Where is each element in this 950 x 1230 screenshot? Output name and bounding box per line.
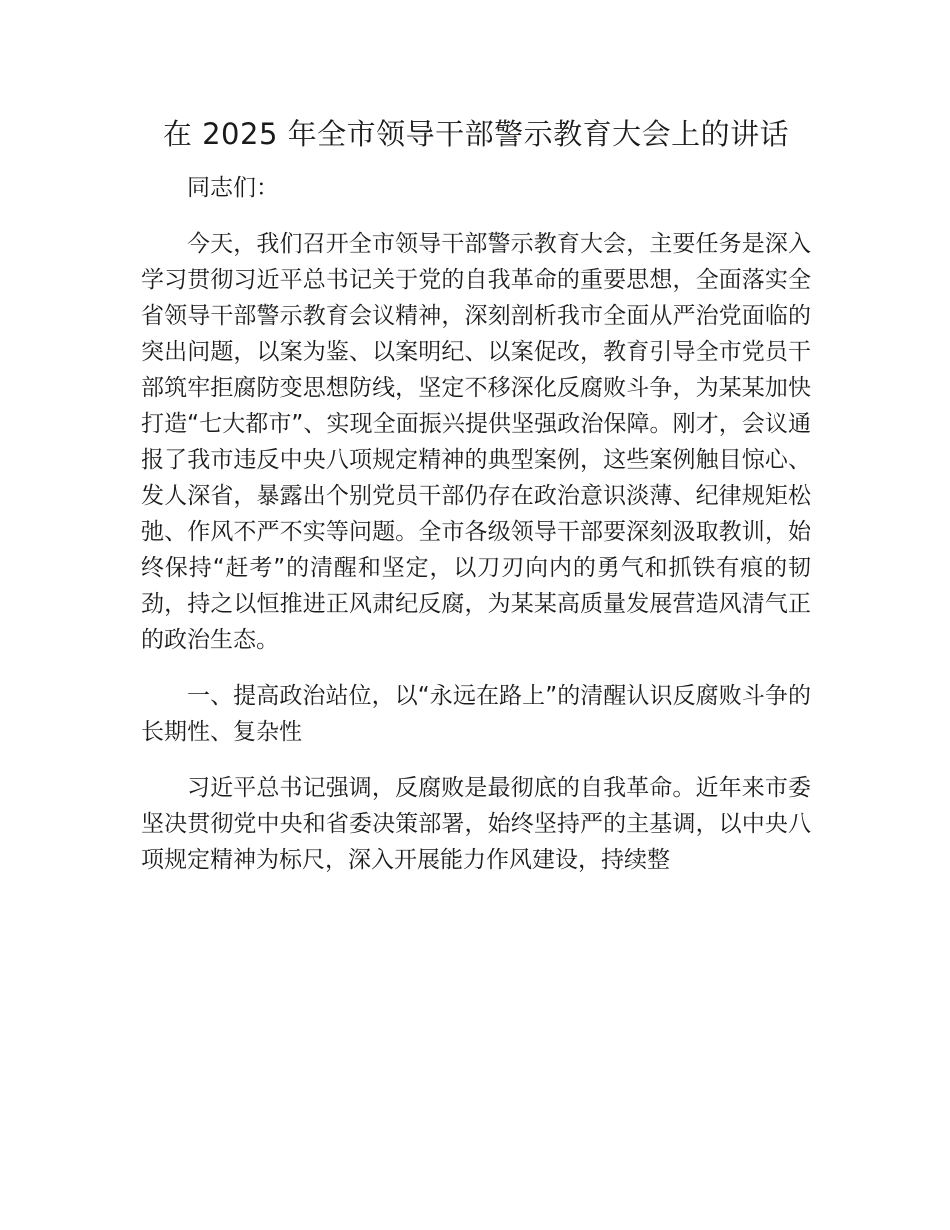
section-heading: 一、提高政治站位，以“永远在路上”的清醒认识反腐败斗争的长期性、复杂性 xyxy=(141,683,811,745)
section-paragraph: 习近平总书记强调，反腐败是最彻底的自我革命。近年来市委坚决贯彻党中央和省委决策部署，始终坚持严的主基调，以中央八项规定精神为标尺，深入开展能力作风建设，持续整 xyxy=(141,775,811,873)
document-title: 在 2025 年全市领导干部警示教育大会上的讲话 xyxy=(162,117,790,151)
intro-paragraph: 今天，我们召开全市领导干部警示教育大会，主要任务是深入学习贯彻习近平总书记关于党的自我革命的重要思想，全面落实全省领导干部警示教育会议精神，深刻剖析我市全面从严治党面临的突出问题，以案为鉴、以案明纪、以案促改，教育引导全市党员干部筑牢拒腐防变思想防线，坚定不移深化反腐败斗争，为某某加快打造“七大都市”、实现全面振兴提供坚强政治保障。刚才，会议通报了我市违反中央八项规定精神的典型案例，这些案例触目惊心、发人深省，暴露出个别党员干部仍存在政治意识淡薄、纪律规矩松弛、作风不严不实等问题。全市各级领导干部要深刻汲取教训，始终保持“赶考”的清醒和坚定，以刀刃向内的勇气和抓铁有痕的韧劲，持之以恒推进正风肃纪反腐，为某某高质量发展营造风清气正的政治生态。 xyxy=(141,231,811,653)
greeting: 同志们： xyxy=(187,175,279,201)
document-body xyxy=(141,112,811,878)
